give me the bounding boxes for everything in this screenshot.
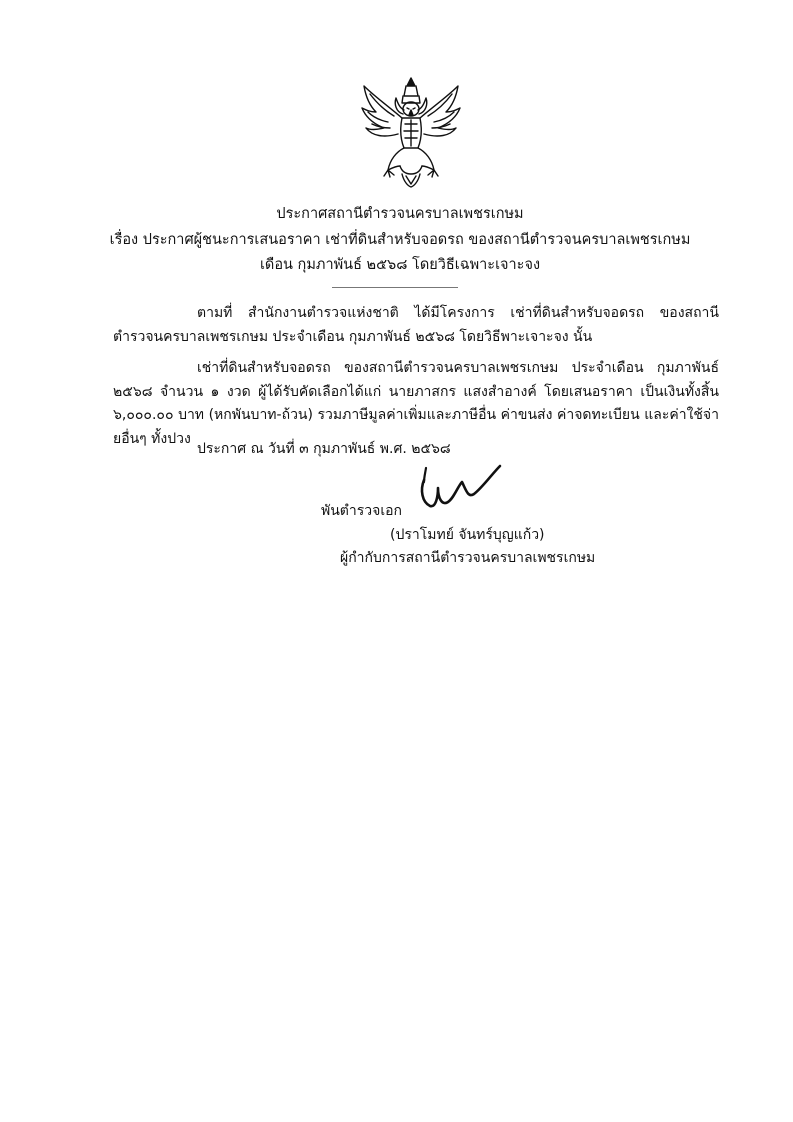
- header-divider: [332, 287, 458, 288]
- announcement-date: ประกาศ ณ วันที่ ๓ กุมภาพันธ์ พ.ศ. ๒๕๖๘: [197, 441, 451, 457]
- garuda-emblem-icon: [358, 76, 464, 189]
- handwritten-signature-icon: [412, 462, 504, 514]
- signatory-title: ผู้กำกับการสถานีตำรวจนครบาลเพชรเกษม: [340, 550, 596, 566]
- body-paragraph-1: ตามที่ สำนักงานตำรวจแห่งชาติ ได้มีโครงการ เช่าที่ดินสำหรับจอดรถ ของสถานีตำรวจนครบาลเพชรเกษม ประจำเดือน กุมภาพันธ์ ๒๕๖๘ โดยวิธีพาะเจาะจง นั้น: [113, 305, 719, 345]
- announcement-title: ประกาศสถานีตำรวจนครบาลเพชรเกษม: [276, 206, 524, 222]
- body-paragraph-2: เช่าที่ดินสำหรับจอดรถ ของสถานีตำรวจนครบาลเพชรเกษม ประจำเดือน กุมภาพันธ์ ๒๕๖๘ จำนวน ๑ งวด ผู้ได้รับคัดเลือกได้แก่ นายภาสกร แสงสำอางค์ โดยเสนอราคา เป็นเงินทั้งสิ้น ๖,๐๐๐.๐๐ บาท (หกพันบาท-ถ้วน) รวมภาษีมูลค่าเพิ่มและภาษีอื่น ค่าขนส่ง ค่าจดทะเบียน และค่าใช้จ่ายอื่นๆ ทั้งปวง: [113, 360, 719, 447]
- announcement-period: เดือน กุมภาพันธ์ ๒๕๖๘ โดยวิธีเฉพาะเจาะจง: [259, 257, 541, 273]
- signatory-name: (ปราโมทย์ จันทร์บุญแก้ว): [390, 527, 545, 543]
- signatory-rank: พันตำรวจเอก: [321, 503, 403, 519]
- announcement-subject: เรื่อง ประกาศผู้ชนะการเสนอราคา เช่าที่ดินสำหรับจอดรถ ของสถานีตำรวจนครบาลเพชรเกษม: [109, 232, 691, 248]
